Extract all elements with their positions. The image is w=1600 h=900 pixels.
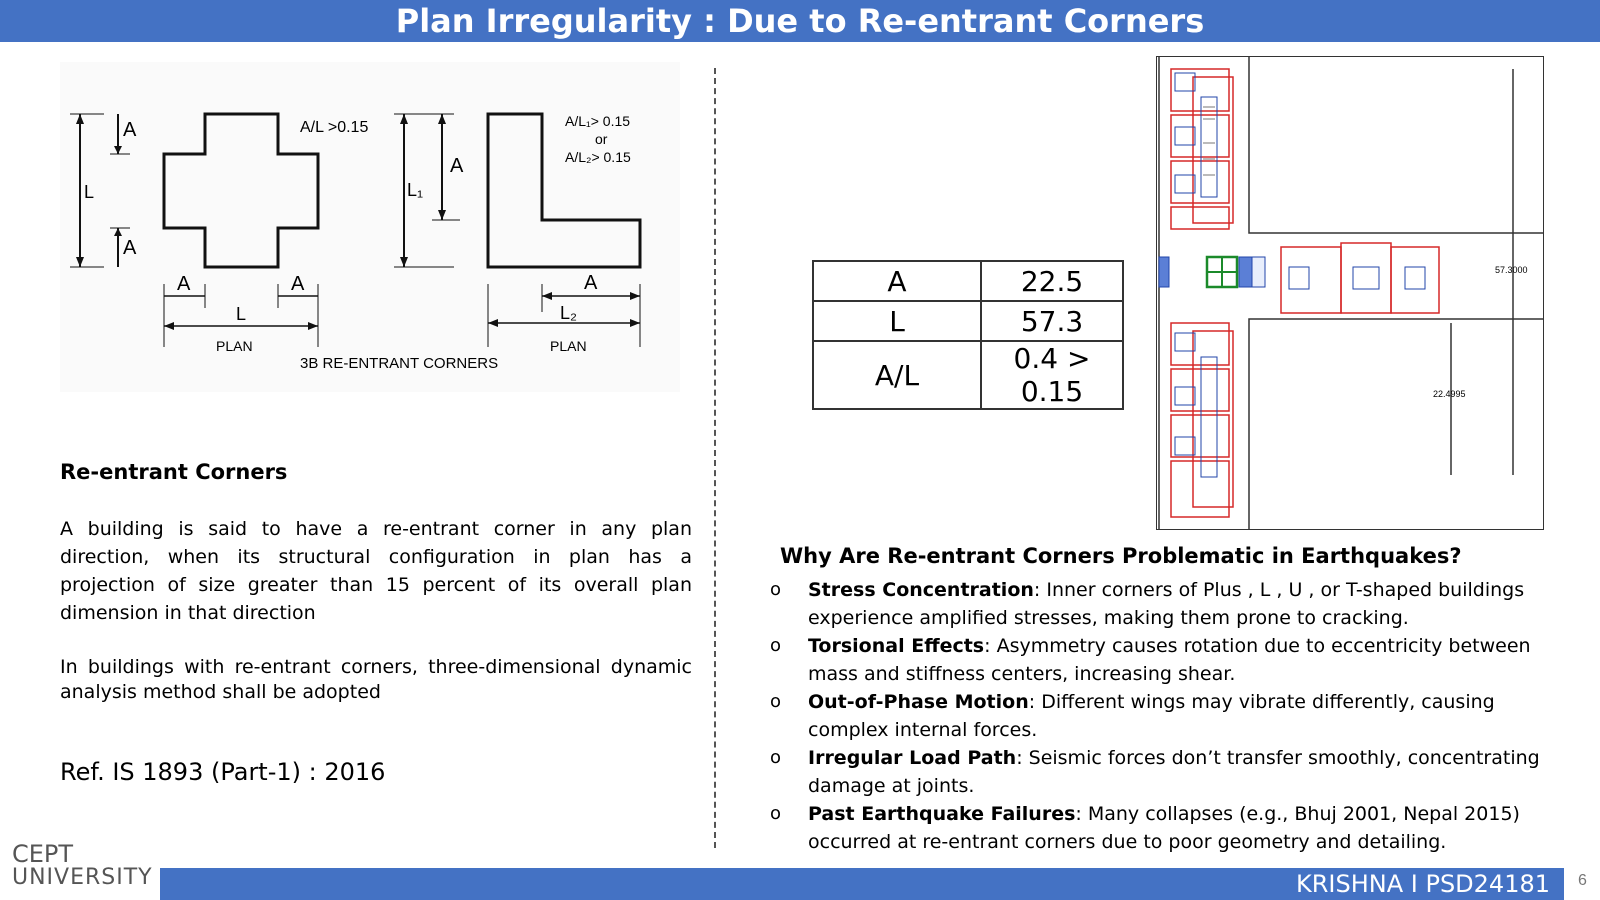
list-item — [770, 632, 1570, 688]
bullet-marker: o — [770, 747, 782, 768]
footer-bar — [160, 868, 1564, 900]
diagram-caption: 3B RE-ENTRANT CORNERS — [300, 355, 499, 372]
table-row — [813, 341, 1123, 409]
list-item — [770, 744, 1570, 800]
reasons-list — [770, 576, 1570, 856]
list-item — [770, 576, 1570, 632]
logo-line-1: CEPT — [12, 840, 74, 868]
table-cell-value: 22.5 — [981, 261, 1123, 301]
l-ratio-1: A/L₁> 0.15 — [565, 113, 631, 129]
bullet-marker: o — [770, 579, 782, 600]
list-item — [770, 800, 1570, 856]
re-entrant-corner-diagram — [60, 62, 680, 392]
table-cell-key: A/L — [813, 341, 981, 409]
plus-dim-L-horiz: L — [236, 304, 247, 324]
l-plan-label: PLAN — [550, 338, 587, 354]
table-cell-value: 0.4 > 0.15 — [981, 341, 1123, 409]
analysis-paragraph: In buildings with re-entrant corners, three-dimensional dynamic analysis method shall be adopted — [60, 656, 692, 703]
bullet-text: : Seismic forces don’t transfer smoothly, concentrating damage at joints. — [808, 747, 1540, 797]
plus-shape-outline — [164, 114, 318, 267]
bullet-text: : Inner corners of Plus , L , U , or T-shaped buildings experience amplified stresses, making them prone to cracking. — [808, 579, 1525, 629]
code-reference: Ref. IS 1893 (Part-1) : 2016 — [60, 758, 386, 786]
logo-line-2: UNIVERSITY — [12, 865, 153, 890]
plus-dim-A-right: A — [291, 273, 305, 295]
l-ratio-or: or — [595, 131, 608, 147]
table-cell-key: A — [813, 261, 981, 301]
bullet-text: : Asymmetry causes rotation due to eccentricity between mass and stiffness centers, increasing shear. — [808, 635, 1531, 685]
l-dim-L1: L₁ — [407, 180, 424, 200]
plus-dim-L-vert: L — [84, 182, 95, 202]
l-shape-outline — [488, 114, 640, 267]
plus-ratio-label: A/L >0.15 — [300, 119, 369, 136]
plus-dim-A-bottom: A — [123, 237, 137, 259]
author-label: KRISHNA I PSD24181 — [1295, 870, 1550, 898]
bullet-marker: o — [770, 803, 782, 824]
table-cell-key: L — [813, 301, 981, 341]
ratio-table — [812, 260, 1124, 410]
plus-dim-A-top: A — [123, 119, 137, 141]
why-heading: Why Are Re-entrant Corners Problematic in Earthquakes? — [780, 544, 1462, 568]
section-heading: Re-entrant Corners — [60, 460, 288, 484]
bullet-text: : Many collapses (e.g., Bhuj 2001, Nepal 2015) occurred at re-entrant corners due to poor geometry and detailing. — [808, 803, 1520, 853]
page-number: 6 — [1578, 872, 1587, 889]
l-dim-A-vert: A — [450, 155, 464, 177]
plus-plan-label: PLAN — [216, 338, 253, 354]
bullet-term: Torsional Effects — [808, 635, 985, 657]
definition-paragraph: A building is said to have a re-entrant corner in any plan direction, when its structural configuration in plan has a projection of size greater than 15 percent of its overall plan dimension in that direction — [60, 518, 692, 624]
bullet-term: Stress Concentration — [808, 579, 1034, 601]
plus-dim-A-left: A — [177, 273, 191, 295]
l-dim-L2: L₂ — [560, 303, 577, 323]
university-logo — [12, 842, 162, 894]
bullet-marker: o — [770, 635, 782, 656]
l-dim-A-horiz: A — [584, 272, 598, 294]
bullet-marker: o — [770, 691, 782, 712]
list-item — [770, 688, 1570, 744]
floorplan-dim-A: 22.4995 — [1433, 389, 1466, 399]
bullet-term: Out-of-Phase Motion — [808, 691, 1029, 713]
bullet-term: Past Earthquake Failures — [808, 803, 1076, 825]
table-row — [813, 301, 1123, 341]
column-divider — [714, 68, 716, 848]
floorplan-dim-L: 57.3000 — [1495, 265, 1528, 275]
page-title: Plan Irregularity : Due to Re-entrant Corners — [0, 0, 1600, 42]
table-cell-value: 57.3 — [981, 301, 1123, 341]
l-ratio-2: A/L₂> 0.15 — [565, 149, 631, 165]
t-shaped-floor-plan — [1156, 56, 1544, 530]
table-row — [813, 261, 1123, 301]
bullet-term: Irregular Load Path — [808, 747, 1017, 769]
bullet-text: : Different wings may vibrate differently, causing complex internal forces. — [808, 691, 1495, 741]
